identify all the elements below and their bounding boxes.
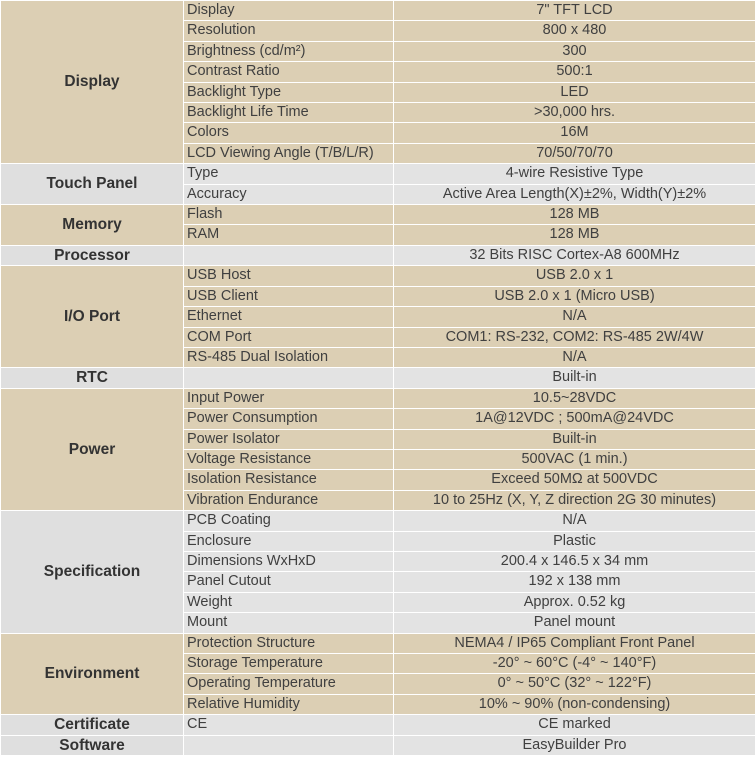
param-value: 10% ~ 90% (non-condensing) <box>394 694 755 714</box>
table-row <box>1 164 755 184</box>
param-label: Vibration Endurance <box>184 490 394 510</box>
category-label: Power <box>1 388 184 510</box>
param-value: 16M <box>394 123 755 143</box>
param-label: RS-485 Dual Isolation <box>184 347 394 367</box>
param-label: Ethernet <box>184 307 394 327</box>
param-value: -20° ~ 60°C (-4° ~ 140°F) <box>394 654 755 674</box>
param-label: Dimensions WxHxD <box>184 551 394 571</box>
param-label: Flash <box>184 205 394 225</box>
param-label: Enclosure <box>184 531 394 551</box>
table-row <box>1 633 755 653</box>
table-row <box>1 715 755 735</box>
param-label: Resolution <box>184 21 394 41</box>
param-value: USB 2.0 x 1 (Micro USB) <box>394 286 755 306</box>
category-label: Software <box>1 735 184 755</box>
table-row <box>1 245 755 265</box>
param-label: Protection Structure <box>184 633 394 653</box>
param-label: PCB Coating <box>184 511 394 531</box>
param-label: COM Port <box>184 327 394 347</box>
param-value: 500VAC (1 min.) <box>394 449 755 469</box>
param-value: Plastic <box>394 531 755 551</box>
table-row <box>1 1 755 21</box>
param-value: Panel mount <box>394 613 755 633</box>
param-value: USB 2.0 x 1 <box>394 266 755 286</box>
param-label: Type <box>184 164 394 184</box>
param-label: CE <box>184 715 394 735</box>
param-label: Accuracy <box>184 184 394 204</box>
param-label <box>184 735 394 755</box>
param-label: USB Host <box>184 266 394 286</box>
param-label <box>184 245 394 265</box>
category-label: Certificate <box>1 715 184 735</box>
category-label: Processor <box>1 245 184 265</box>
param-label: Panel Cutout <box>184 572 394 592</box>
param-value: 128 MB <box>394 225 755 245</box>
param-value: 70/50/70/70 <box>394 143 755 163</box>
param-value: 500:1 <box>394 62 755 82</box>
param-label: Operating Temperature <box>184 674 394 694</box>
param-value: N/A <box>394 511 755 531</box>
param-value: 800 x 480 <box>394 21 755 41</box>
param-value: COM1: RS-232, COM2: RS-485 2W/4W <box>394 327 755 347</box>
category-label: Specification <box>1 511 184 633</box>
param-value: Exceed 50MΩ at 500VDC <box>394 470 755 490</box>
param-value: 7" TFT LCD <box>394 1 755 21</box>
param-label: Brightness (cd/m²) <box>184 41 394 61</box>
param-label: Colors <box>184 123 394 143</box>
param-label: RAM <box>184 225 394 245</box>
param-value: >30,000 hrs. <box>394 103 755 123</box>
table-row <box>1 205 755 225</box>
param-label: Isolation Resistance <box>184 470 394 490</box>
param-value: 0° ~ 50°C (32° ~ 122°F) <box>394 674 755 694</box>
param-label: Power Consumption <box>184 409 394 429</box>
category-label: Environment <box>1 633 184 715</box>
param-label: Backlight Life Time <box>184 103 394 123</box>
param-value: 10 to 25Hz (X, Y, Z direction 2G 30 minutes) <box>394 490 755 510</box>
table-row <box>1 735 755 755</box>
param-value: 200.4 x 146.5 x 34 mm <box>394 551 755 571</box>
category-label: I/O Port <box>1 266 184 368</box>
param-label: Input Power <box>184 388 394 408</box>
param-label: Relative Humidity <box>184 694 394 714</box>
category-label: Memory <box>1 205 184 246</box>
table-row <box>1 511 755 531</box>
param-label: Backlight Type <box>184 82 394 102</box>
param-value: Active Area Length(X)±2%, Width(Y)±2% <box>394 184 755 204</box>
param-value: 128 MB <box>394 205 755 225</box>
param-label: Display <box>184 1 394 21</box>
table-row <box>1 388 755 408</box>
table-row <box>1 368 755 388</box>
param-label: LCD Viewing Angle (T/B/L/R) <box>184 143 394 163</box>
param-value: NEMA4 / IP65 Compliant Front Panel <box>394 633 755 653</box>
param-value: N/A <box>394 347 755 367</box>
table-row <box>1 266 755 286</box>
category-label: RTC <box>1 368 184 388</box>
param-label: Mount <box>184 613 394 633</box>
param-value: 300 <box>394 41 755 61</box>
param-value: 32 Bits RISC Cortex-A8 600MHz <box>394 245 755 265</box>
param-value: 1A@12VDC ; 500mA@24VDC <box>394 409 755 429</box>
param-label: Weight <box>184 592 394 612</box>
param-value: 4-wire Resistive Type <box>394 164 755 184</box>
param-label: USB Client <box>184 286 394 306</box>
param-value: Built-in <box>394 368 755 388</box>
param-value: N/A <box>394 307 755 327</box>
param-label: Voltage Resistance <box>184 449 394 469</box>
param-value: LED <box>394 82 755 102</box>
param-value: Approx. 0.52 kg <box>394 592 755 612</box>
spec-table-body <box>1 1 755 756</box>
param-value: Built-in <box>394 429 755 449</box>
param-label: Storage Temperature <box>184 654 394 674</box>
param-value: EasyBuilder Pro <box>394 735 755 755</box>
param-value: 10.5~28VDC <box>394 388 755 408</box>
param-label <box>184 368 394 388</box>
category-label: Touch Panel <box>1 164 184 205</box>
param-label: Contrast Ratio <box>184 62 394 82</box>
param-value: CE marked <box>394 715 755 735</box>
category-label: Display <box>1 1 184 164</box>
param-label: Power Isolator <box>184 429 394 449</box>
param-value: 192 x 138 mm <box>394 572 755 592</box>
